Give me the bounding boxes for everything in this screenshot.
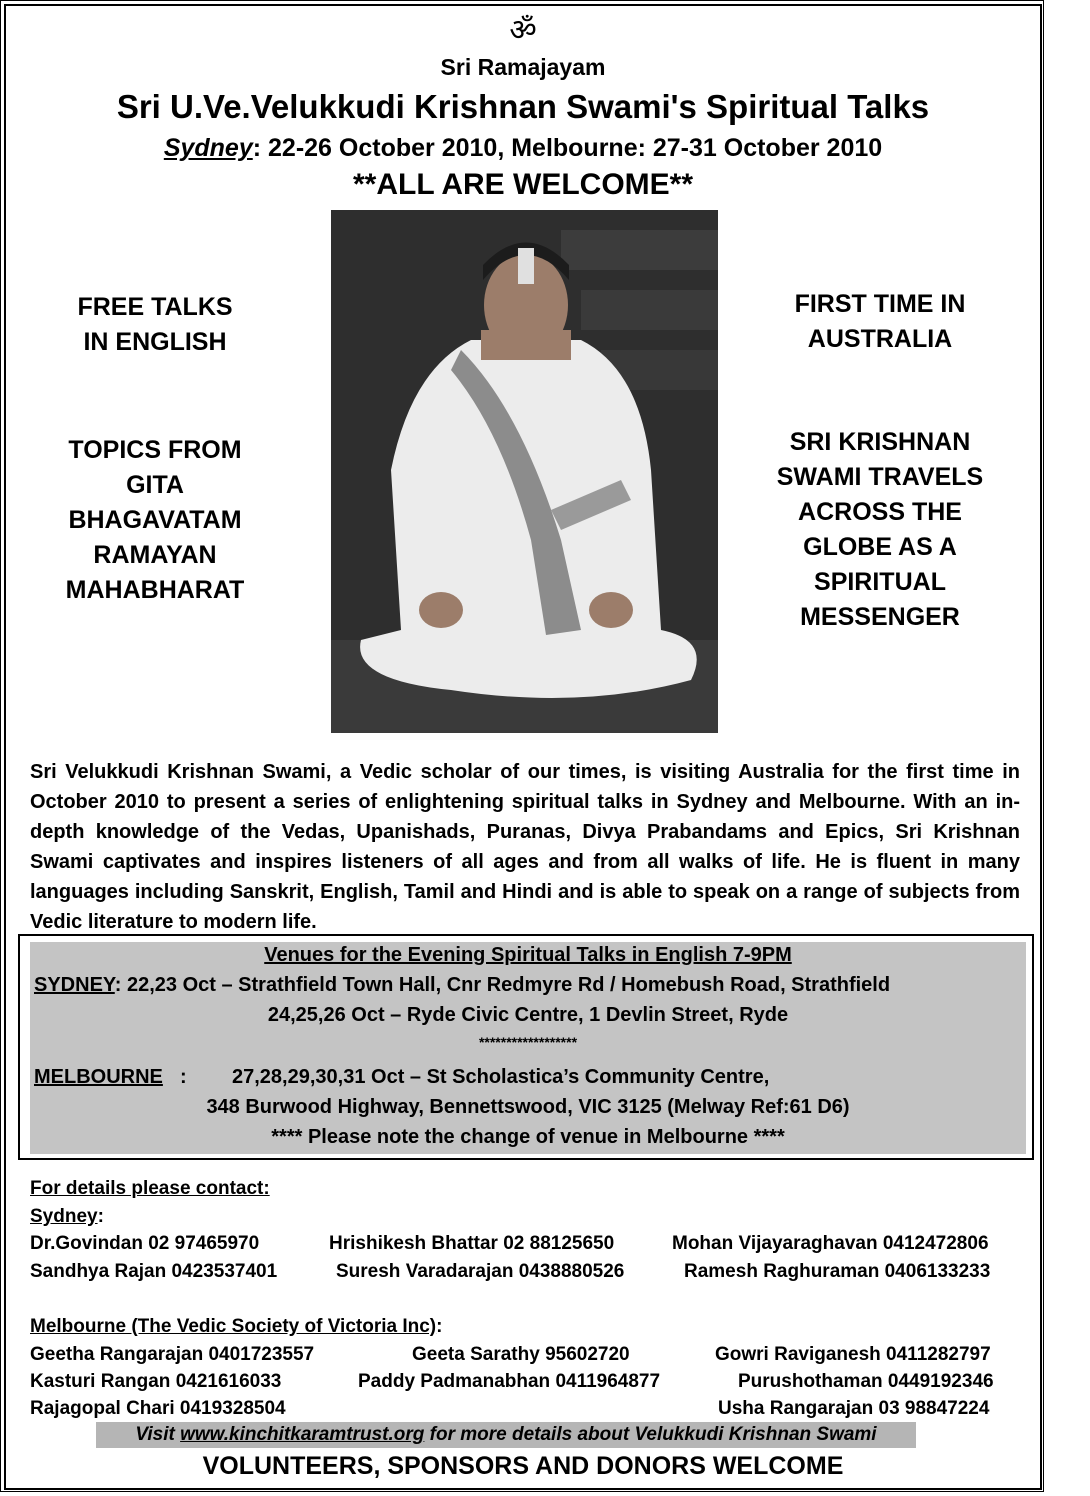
side-line: MAHABHARAT xyxy=(65,576,245,604)
venue-change-note: **** Please note the change of venue in Melbourne **** xyxy=(271,1126,785,1148)
sydney-venue-line2: 24,25,26 Oct – Ryde Civic Centre, 1 Devlin Street, Ryde xyxy=(267,1004,789,1026)
contact-entry: Purushothaman 0449192346 xyxy=(738,1371,994,1392)
contact-entry: Geetha Rangarajan 0401723557 xyxy=(30,1344,315,1365)
side-line: MESSENGER xyxy=(800,603,960,631)
contact-entry: Gowri Raviganesh 0411282797 xyxy=(715,1344,991,1365)
side-line: AUSTRALIA xyxy=(807,325,953,353)
contact-entry: Geeta Sarathy 95602720 xyxy=(412,1344,630,1365)
side-line: FIRST TIME IN xyxy=(794,290,966,318)
page-title: Sri U.Ve.Velukkudi Krishnan Swami's Spiritual Talks xyxy=(116,88,930,125)
melbourne-venue-line1: 27,28,29,30,31 Oct – St Scholastica’s Community Centre, xyxy=(232,1066,770,1088)
contacts-heading: For details please contact: xyxy=(30,1178,270,1199)
sydney-label: Sydney xyxy=(163,134,253,162)
travels-block xyxy=(740,425,1020,635)
visit-post-text: for more details about Velukkudi Krishnan Swami xyxy=(424,1424,877,1445)
contact-entry: Suresh Varadarajan 0438880526 xyxy=(336,1261,625,1282)
contact-entry: Hrishikesh Bhattar 02 88125650 xyxy=(329,1233,615,1254)
side-line: SWAMI TRAVELS xyxy=(776,463,984,491)
contact-entry: Ramesh Raghuraman 0406133233 xyxy=(684,1261,991,1282)
sydney-venue-line1 xyxy=(34,974,890,997)
contact-entry: Sandhya Rajan 0423537401 xyxy=(30,1261,278,1282)
sydney-contacts-label-text: Sydney xyxy=(30,1206,98,1227)
free-talks-block xyxy=(40,290,270,360)
contact-entry: Paddy Padmanabhan 0411964877 xyxy=(358,1371,661,1392)
website-link[interactable]: www.kinchitkaramtrust.org xyxy=(180,1424,425,1445)
all-welcome: **ALL ARE WELCOME** xyxy=(352,168,694,201)
sri-ramajayam: Sri Ramajayam xyxy=(440,54,606,80)
side-line: SRI KRISHNAN xyxy=(789,428,971,456)
venue-separator: ****************** xyxy=(478,1034,578,1050)
melbourne-venue-colon: : xyxy=(180,1066,187,1088)
contact-entry: Kasturi Rangan 0421616033 xyxy=(30,1371,282,1392)
melbourne-venue-label-text: MELBOURNE xyxy=(34,1066,163,1088)
om-symbol: ॐ xyxy=(509,13,537,48)
side-line: RAMAYAN xyxy=(93,541,217,569)
side-line: GLOBE AS A xyxy=(803,533,957,561)
side-line: GITA xyxy=(126,471,184,499)
sydney-venue-text: : 22,23 Oct – Strathfield Town Hall, Cnr Redmyre Rd / Homebush Road, Strathfield xyxy=(114,974,891,996)
venues-title: Venues for the Evening Spiritual Talks in English 7-9PM xyxy=(264,944,792,966)
melbourne-contacts-colon: : xyxy=(436,1316,443,1337)
side-line: ACROSS THE xyxy=(798,498,962,526)
melbourne-venue-line2: 348 Burwood Highway, Bennettswood, VIC 3125 (Melway Ref:61 D6) xyxy=(206,1096,850,1118)
side-line: BHAGAVATAM xyxy=(68,506,242,534)
first-time-block xyxy=(740,287,1020,357)
swami-portrait-photo xyxy=(331,210,718,733)
melbourne-contacts-label xyxy=(30,1316,442,1338)
contact-entry: Dr.Govindan 02 97465970 xyxy=(30,1233,260,1254)
portrait-illustration xyxy=(331,210,718,733)
event-dates xyxy=(0,134,1046,163)
side-line: FREE TALKS xyxy=(77,293,233,321)
melbourne-venue-label xyxy=(34,1066,163,1089)
visit-pre-text: Visit xyxy=(135,1424,181,1445)
dates-text: : 22-26 October 2010, Melbourne: 27-31 October 2010 xyxy=(252,134,883,162)
contact-entry: Mohan Vijayaraghavan 0412472806 xyxy=(672,1233,989,1254)
sydney-venue-label: SYDNEY xyxy=(34,974,115,996)
side-line: IN ENGLISH xyxy=(83,328,227,356)
melbourne-contacts-label-text: Melbourne (The Vedic Society of Victoria Inc) xyxy=(30,1316,437,1337)
visit-website-banner xyxy=(96,1422,916,1448)
sydney-contacts-label xyxy=(30,1206,104,1228)
sydney-contacts-colon: : xyxy=(97,1206,104,1227)
volunteers-welcome: VOLUNTEERS, SPONSORS AND DONORS WELCOME xyxy=(202,1452,844,1480)
topics-block xyxy=(40,433,270,608)
contact-entry: Rajagopal Chari 0419328504 xyxy=(30,1398,286,1419)
intro-paragraph: Sri Velukkudi Krishnan Swami, a Vedic scholar of our times, is visiting Australia for the first time in October 2010 to present a series of enlightening spiritual talks in Sydney and Melbourne. With an in-depth knowledge of the Vedas, Upanishads, Puranas, Divya Prabandams and Epics, Sri Krishnan Swami captivates and inspires listeners of all ages and from all walks of life. He is fluent in many languages including Sanskrit, English, Tamil and Hindi and is able to speak on a range of subjects from Vedic literature to modern life. xyxy=(30,761,1020,933)
contact-entry: Usha Rangarajan 03 98847224 xyxy=(718,1398,990,1419)
side-line: SPIRITUAL xyxy=(814,568,946,596)
side-line: TOPICS FROM xyxy=(68,436,242,464)
